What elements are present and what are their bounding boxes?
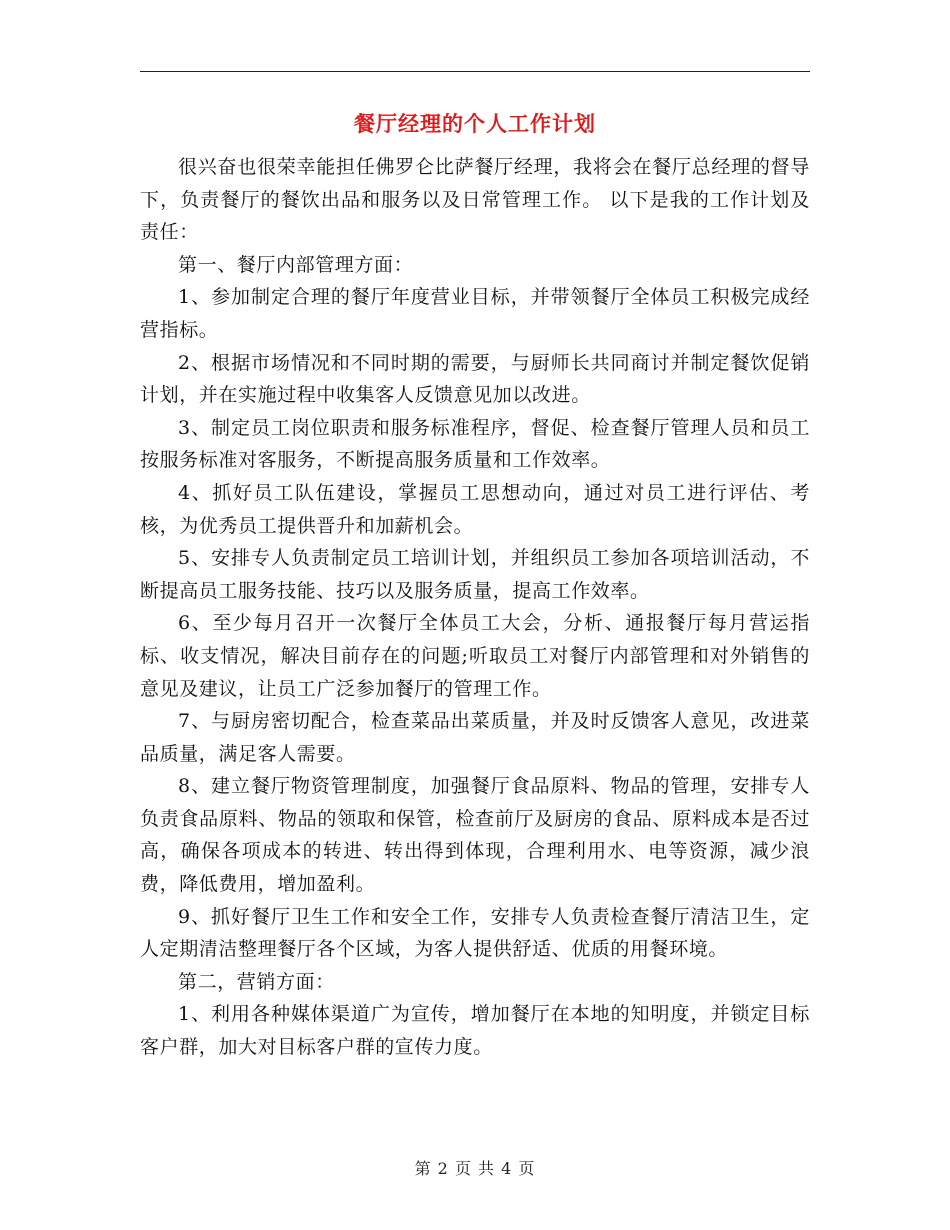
list-item: 4、抓好员工队伍建设，掌握员工思想动向，通过对员工进行评估、考核，为优秀员工提供晋升和加薪机会。: [140, 481, 810, 537]
list-item: 1、利用各种媒体渠道广为宣传，增加餐厅在本地的知明度，并锁定目标客户群，加大对目标客户群的宣传力度。: [140, 1003, 810, 1059]
list-item: 1、参加制定合理的餐厅年度营业目标，并带领餐厅全体员工积极完成经营指标。: [140, 286, 810, 341]
list-item: 7、与厨房密切配合，检查菜品出菜质量，并及时反馈客人意见，改进菜品质量，满足客人需要。: [140, 710, 810, 765]
document-title: 餐厅经理的个人工作计划: [354, 111, 596, 136]
page-number: 第 2 页 共 4 页: [414, 1159, 536, 1178]
document-body: [140, 151, 810, 1064]
list-item: 9、抓好餐厅卫生工作和安全工作，安排专人负责检查餐厅清洁卫生，定人定期清洁整理餐厅各个区域，为客人提供舒适、优质的用餐环境。: [140, 905, 810, 961]
section-heading-internal-management: 第一、餐厅内部管理方面：: [178, 253, 414, 276]
header-rule: [140, 71, 810, 72]
intro-paragraph: 很兴奋也很荣幸能担任佛罗仑比萨餐厅经理，我将会在餐厅总经理的督导下，负责餐厅的餐饮出品和服务以及日常管理工作。 以下是我的工作计划及责任：: [140, 156, 810, 244]
list-item: 6、至少每月召开一次餐厅全体员工大会，分析、通报餐厅每月营运指标、收支情况，解决目前存在的问题;听取员工对餐厅内部管理和对外销售的意见及建议，让员工广泛参加餐厅的管理工作。: [140, 612, 810, 700]
list-item: 5、安排专人负责制定员工培训计划，并组织员工参加各项培训活动，不断提高员工服务技能、技巧以及服务质量，提高工作效率。: [140, 547, 810, 602]
list-item: 3、制定员工岗位职责和服务标准程序，督促、检查餐厅管理人员和员工按服务标准对客服务，不断提高服务质量和工作效率。: [140, 416, 810, 472]
list-item: 8、建立餐厅物资管理制度，加强餐厅食品原料、物品的管理，安排专人负责食品原料、物品的领取和保管，检查前厅及厨房的食品、原料成本是否过高，确保各项成本的转进、转出得到体现，合理利用水、电等资源，减少浪费，降低费用，增加盈利。: [140, 775, 810, 896]
list-item: 2、根据市场情况和不同时期的需要，与厨师长共同商讨并制定餐饮促销计划，并在实施过程中收集客人反馈意见加以改进。: [140, 351, 810, 407]
section-heading-marketing: 第二，营销方面：: [178, 970, 335, 993]
